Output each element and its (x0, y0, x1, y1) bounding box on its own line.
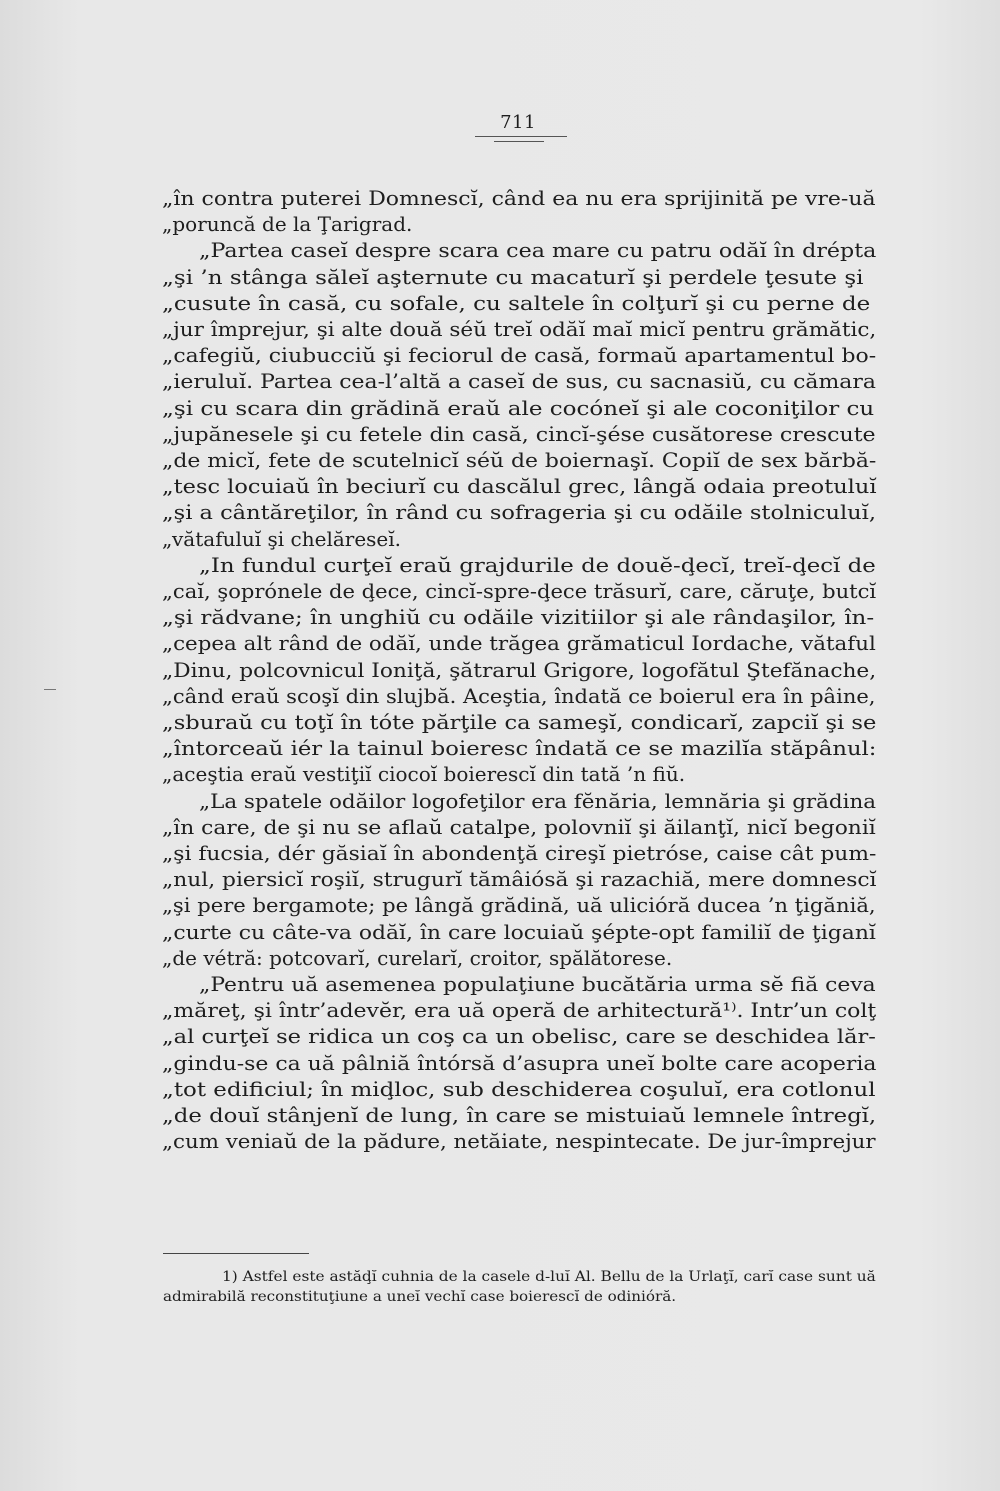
text-line: „In fundul curţeĭ eraŭ grajdurile de douĕ-ḑecĭ, treĭ-ḑecĭ de (199, 553, 876, 577)
text-line: „ieruluĭ. Partea cea-l’altă a caseĭ de sus, cu sacnasiŭ, cu cămara (162, 369, 876, 393)
page-number-rule-short (494, 141, 544, 142)
text-line: „poruncă de la Ţarigrad. (162, 212, 413, 236)
text-line: „caĭ, şoprónele de ḑece, cincĭ-spre-ḑece trăsurĭ, care, căruţe, butcĭ (162, 579, 877, 603)
footnote-rule (163, 1253, 309, 1254)
text-line: „şi cu scara din grădină eraŭ ale cocóneĭ şi ale coconiţilor cu (162, 396, 875, 420)
text-line: „în contra puterei Domnescĭ, când ea nu era sprijinită pe vre-uă (162, 186, 876, 210)
text-line: „gindu-se ca uă pâlniă întórsă d’asupra uneĭ bolte care acoperia (162, 1051, 877, 1075)
text-line: „nul, piersicĭ roşiĭ, strugurĭ tămâiósă şi razachiă, mere domnescĭ (162, 867, 877, 891)
text-line: „de douĭ stânjenĭ de lung, în care se mistuiaŭ lemnele întregĭ, (162, 1103, 877, 1127)
footnote-line: 1) Astfel este astăḑĭ cuhnia de la casele d-luĭ Al. Bellu de la Urlaţĭ, carĭ case sunt uă (222, 1269, 876, 1285)
margin-mark (44, 689, 56, 690)
text-line: „tot edificiul; în miḑloc, sub deschiderea coşuluĭ, era cotlonul (162, 1077, 876, 1101)
text-line: „cusute în casă, cu sofale, cu saltele în colţurĭ şi cu perne de (162, 291, 871, 315)
text-line: „jupănesele şi cu fetele din casă, cincĭ-şése cusătorese crescute (162, 422, 876, 446)
text-line: „La spatele odăilor logofeţilor era fĕnăria, lemnăria şi grădina (199, 789, 877, 813)
text-line: „şi pere bergamote; pe lângă grădină, uă ulicióră ducea ’n ţigăniă, (162, 893, 876, 917)
text-line: „măreţ, şi într’adevĕr, era uă operă de arhitectură¹⁾. Intr’un colţ (162, 998, 877, 1022)
text-line: „şi rădvane; în unghiŭ cu odăile vizitiilor şi ale rândaşilor, în- (162, 605, 875, 629)
text-line: „şi fucsia, dér găsiaĭ în abondenţă cireşĭ pietróse, caise cât pum- (162, 841, 877, 865)
text-line: „Partea caseĭ despre scara cea mare cu patru odăĭ în drépta (199, 238, 877, 262)
text-line: „de vétră: potcovarĭ, curelarĭ, croitor, spălătorese. (162, 946, 673, 970)
text-line: „Pentru uă asemenea populaţiune bucătăria urma sĕ fiă ceva (199, 972, 876, 996)
page-number: 711 (500, 112, 536, 133)
text-line: „sburaŭ cu toţĭ în tóte părţile ca sameşĭ, condicarĭ, zapciĭ şi se (162, 710, 877, 734)
text-line: „întorceaŭ iér la tainul boieresc îndată ce se mazilĭa stăpânul: (162, 736, 877, 760)
text-line: „cafegiŭ, ciubucciŭ şi feciorul de casă, formaŭ apartamentul bo- (162, 343, 877, 367)
text-line: „Dinu, polcovnicul Ioniţă, şătrarul Grigore, logofătul Ştefănache, (162, 658, 877, 682)
text-line: „vătafuluĭ şi chelăreseĭ. (162, 527, 402, 551)
text-line: „în care, de şi nu se aflaŭ catalpe, polovniĭ şi ăilanţĭ, nicĭ begoniĭ (162, 815, 876, 839)
text-line: „aceştia eraŭ vestiţiĭ ciocoĭ boierescĭ din tată ’n fiŭ. (162, 762, 686, 786)
text-line: „când eraŭ scoşĭ din slujbă. Aceştia, îndată ce boierul era în pâine, (162, 684, 876, 708)
text-line: „curte cu câte-va odăĭ, în care locuiaŭ şépte-opt familiĭ de ţiganĭ (162, 920, 876, 944)
footnote-line: admirabilă reconstituţiune a uneĭ vechĭ case boierescĭ de odinióră. (163, 1289, 677, 1305)
text-line: „tesc locuiaŭ în beciurĭ cu dascălul grec, lângă odaia preotuluĭ (162, 474, 877, 498)
text-line: „şi a cântăreţilor, în rând cu sofrageria şi cu odăile stolniculuĭ, (162, 500, 876, 524)
text-line: „jur împrejur, şi alte două séŭ treĭ odăĭ maĭ micĭ pentru grămătic, (162, 317, 877, 341)
text-line: „cepea alt rând de odăĭ, unde trăgea grămaticul Iordache, vătaful (162, 631, 876, 655)
text-line: „al curţeĭ se ridica un coş ca un obelisc, care se deschidea lăr- (162, 1024, 876, 1048)
text-line: „de micĭ, fete de scutelnicĭ séŭ de boiernaşĭ. Copiĭ de sex bărbă- (162, 448, 877, 472)
text-line: „cum veniaŭ de la pădure, netăiate, nespintecate. De jur-împrejur (162, 1129, 876, 1153)
text-line: „şi ’n stânga săleĭ aşternute cu macaturĭ şi perdele ţesute şi (162, 265, 864, 289)
page-number-rule (475, 136, 567, 137)
